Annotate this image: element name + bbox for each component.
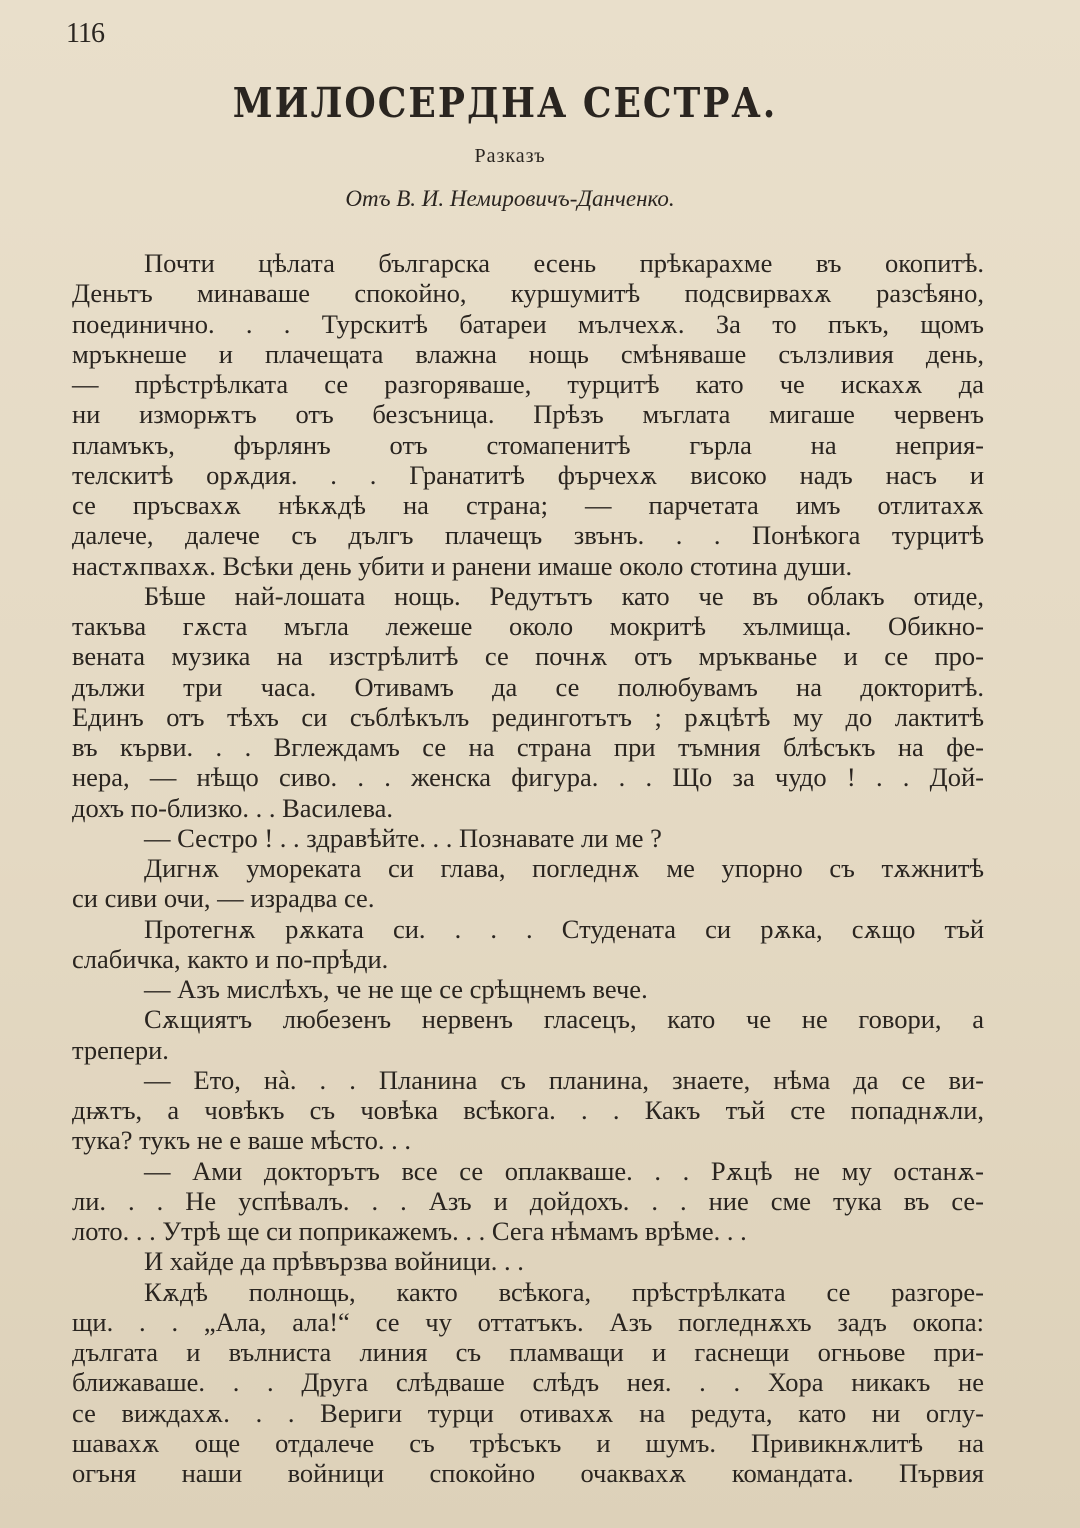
text-line: Протегнѫ рѫката си. . . . Студената си рѫка, сѫщо тъй — [144, 913, 984, 944]
text-line: — прѣстрѣлката се разгоряваше, турцитѣ като че искахѫ да — [72, 369, 984, 399]
page-number: 116 — [66, 18, 104, 49]
text-line: — Азъ мислѣхъ, че не ще се срѣщнемъ вече. — [144, 974, 648, 1004]
text-line: Единъ отъ тѣхъ си съблѣкълъ рединготътъ ; рѫцѣтѣ му до лактитѣ — [72, 701, 984, 732]
text-line: пламъкъ, фърлянъ отъ стомапенитѣ гърла на неприя- — [72, 429, 984, 460]
text-line: нера, — нѣщо сиво. . . женска фигура. . . Що за чудо ! . . Дой- — [72, 762, 984, 793]
text-line: — Ето, нà. . . Планина съ планина, знаете, нѣма да се ви- — [144, 1064, 984, 1095]
story-genre: Разказъ — [474, 145, 546, 167]
text-line: дългата и вълниста линия съ пламващи и гаснещи огньове при- — [72, 1337, 984, 1367]
text-line: Бѣше най-лошата нощь. Редутътъ като че въ облакъ отиде, — [144, 580, 984, 611]
text-line: — Сестро ! . . здравѣйте. . . Познавате ли ме ? — [144, 822, 662, 853]
text-line: Почти цѣлата българска есень прѣкарахме въ окопитѣ. — [144, 248, 984, 278]
text-line: И хайде да прѣвързва войници. . . — [144, 1246, 524, 1277]
text-line: щи. . . „Ала, ала!“ се чу оттатъкъ. Азъ погледнѫхъ задъ окопа: — [72, 1306, 984, 1337]
text-line: дължи три часа. Отивамъ да се полюбувамъ на докторитѣ. — [72, 671, 984, 702]
text-line: мръкнеше и плачещата влажна нощь смѣняваше сълзливия день, — [72, 338, 984, 369]
text-line: ни изморѭтъ отъ безсъница. Прѣзъ мъглата мигаше червенъ — [72, 399, 984, 430]
text-line: дохъ по-близко. . . Василева. — [72, 792, 394, 823]
text-line: ближаваше. . . Друга слѣдваше слѣдъ нея. . . Хора никакъ не — [72, 1367, 984, 1398]
text-line: си сиви очи, — израдва се. — [72, 883, 375, 914]
story-body — [72, 248, 984, 1488]
story-author: Отъ В. И. Немировичъ-Данченко. — [345, 186, 675, 211]
story-title: МИЛОСЕРДНА СЕСТРА. — [232, 78, 778, 128]
text-line: слабичка, както и по-прѣди. — [72, 943, 389, 974]
text-line: се виждахѫ. . . Вериги турци отивахѫ на редута, като ни оглу- — [72, 1397, 984, 1428]
text-line: Деньтъ минаваше спокойно, куршумитѣ подсвирвахѫ разсѣяно, — [72, 278, 984, 309]
text-line: Кѫдѣ полнощь, както всѣкога, прѣстрѣлката се разгоре- — [144, 1276, 984, 1307]
text-line: поединично. . . Турскитѣ батареи мълчехѫ. За то пъкъ, щомъ — [72, 308, 984, 339]
text-line: трепери. — [72, 1034, 169, 1065]
text-line: такъва гѫста мъгла лежеше около мокритѣ хълмища. Обикно- — [72, 611, 984, 641]
text-line: — Ами докторътъ все се оплакваше. . . Рѫцѣ не му останѫ- — [144, 1155, 984, 1186]
text-line: телскитѣ орѫдия. . . Гранатитѣ фърчехѫ високо надъ насъ и — [72, 459, 984, 490]
text-line: се пръсвахѫ нѣкѫдѣ на страна; — парчетата имъ отлитахѫ — [72, 490, 984, 520]
text-line: тука? тукъ не е ваше мѣсто. . . — [72, 1125, 411, 1156]
text-line: далече, далече съ дългъ плачещъ звънъ. . . Понѣкога турцитѣ — [72, 520, 984, 551]
text-line: огъня наши войници спокойно очаквахѫ командата. Първия — [72, 1458, 984, 1488]
text-line: дѭтъ, а човѣкъ съ човѣка всѣкога. . . Какъ тъй сте попаднѫли, — [72, 1095, 984, 1125]
text-line: шавахѫ още отдалече съ трѣсъкъ и шумъ. Привикнѫлитѣ на — [72, 1427, 984, 1458]
text-line: вената музика на изстрѣлитѣ се почнѫ отъ мръкванье и се про- — [72, 641, 984, 672]
text-line: настѫпвахѫ. Всѣки день убити и ранени имаше около стотина души. — [72, 550, 853, 581]
text-line: въ кърви. . . Вглеждамъ се на страна при тъмния блѣсъкъ на фе- — [72, 732, 984, 762]
text-line: лото. . . Утрѣ ще си поприкажемъ. . . Сега нѣмамъ врѣме. . . — [72, 1216, 747, 1246]
text-line: Сѫщиятъ любезенъ нервенъ гласецъ, като че не говори, а — [144, 1004, 984, 1035]
text-line: Дигнѫ умореката си глава, погледнѫ ме упорно съ тѫжнитѣ — [144, 853, 984, 883]
text-line: ли. . . Не успѣвалъ. . . Азъ и дойдохъ. . . ние сме тука въ се- — [72, 1185, 984, 1216]
